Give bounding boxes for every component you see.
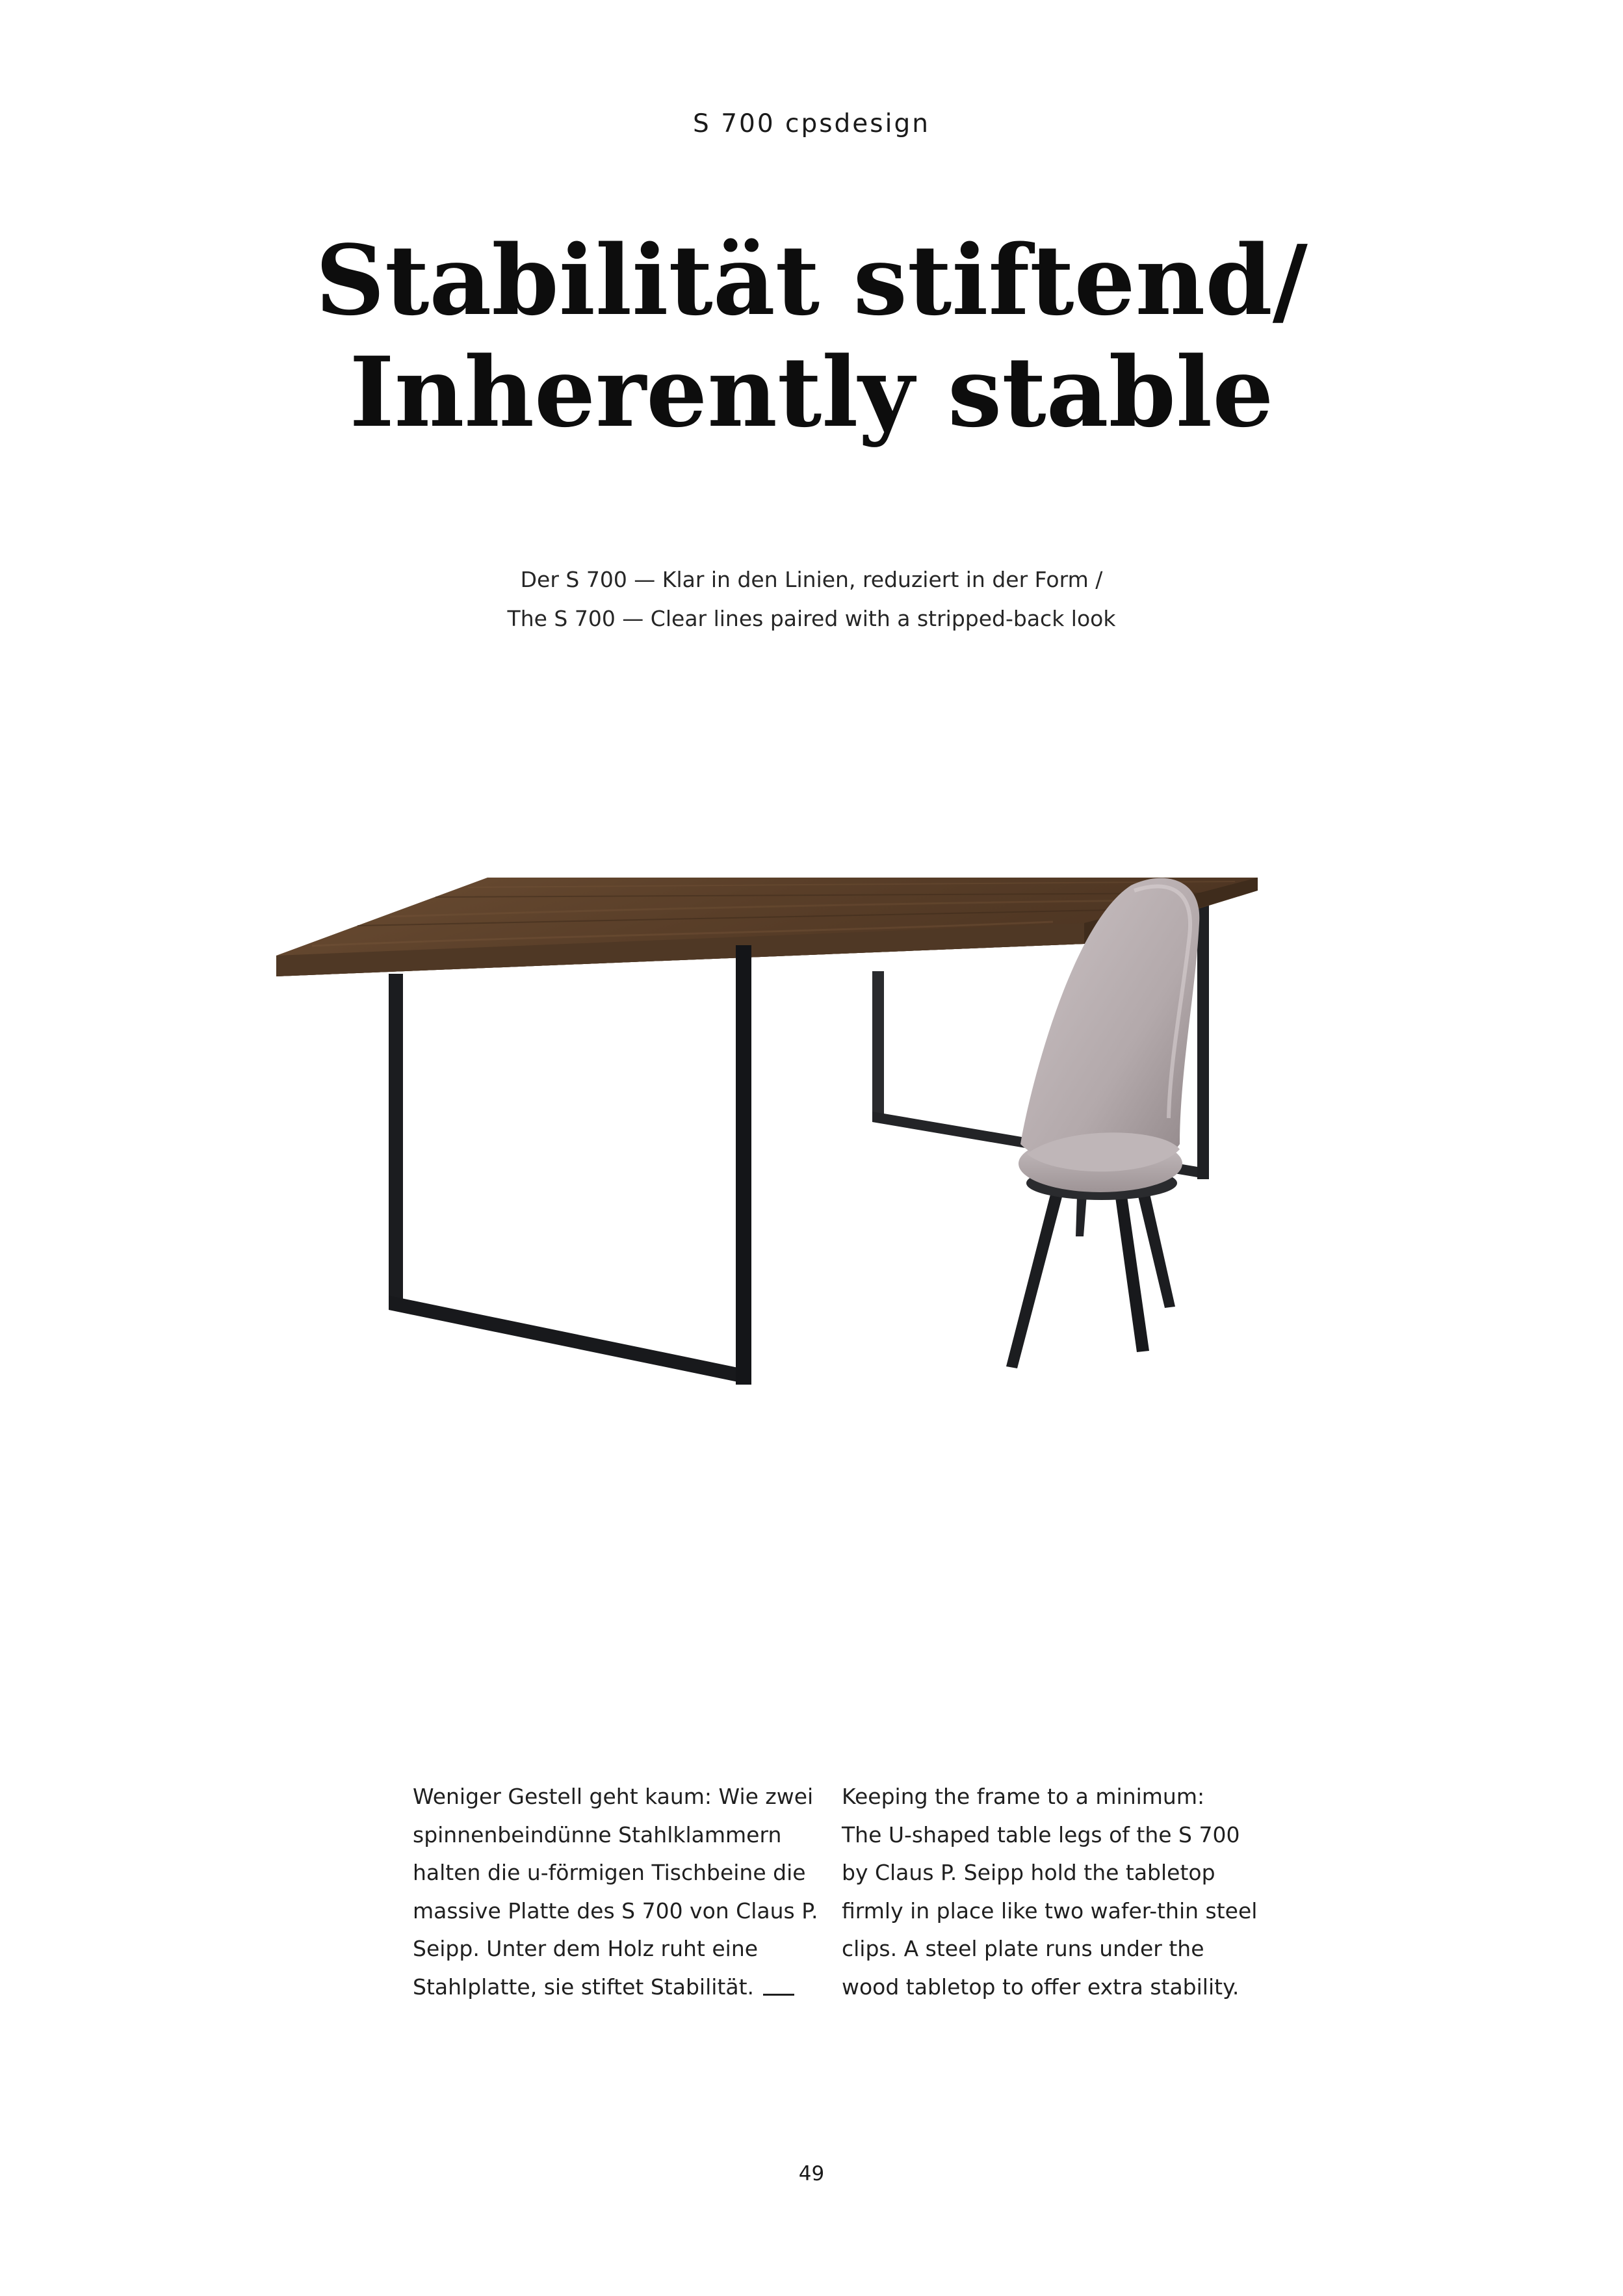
english-line-3: by Claus P. Seipp hold the tabletop <box>842 1860 1215 1885</box>
german-line-6-wrap <box>413 1968 829 2007</box>
subtitle-line-english: The S 700 — Clear lines paired with a stripped-back look <box>507 606 1116 631</box>
german-line-5: Seipp. Unter dem Holz ruht eine <box>413 1936 759 1961</box>
page-title <box>0 224 1623 448</box>
german-line-2: spinnenbeindünne Stahlklammern <box>413 1821 782 1847</box>
body-text-english <box>842 1778 1258 2006</box>
body-text-german <box>413 1778 829 2006</box>
english-line-1: Keeping the frame to a minimum: <box>842 1784 1205 1809</box>
german-line-4: massive Platte des S 700 von Claus P. <box>413 1898 818 1924</box>
series-kicker: S 700 cpsdesign <box>693 109 930 138</box>
english-line-4: firmly in place like two wafer-thin steel <box>842 1898 1258 1924</box>
english-line-6: wood tabletop to offer extra stability. <box>842 1974 1240 2000</box>
title-line-english: Inherently stable <box>349 335 1274 449</box>
product-photo <box>273 839 1391 1456</box>
german-line-3: halten die u-förmigen Tischbeine die <box>413 1860 806 1885</box>
chair <box>1006 878 1199 1368</box>
english-line-5: clips. A steel plate runs under the <box>842 1936 1204 1961</box>
german-line-1: Weniger Gestell geht kaum: Wie zwei <box>413 1784 814 1809</box>
german-line-6: Stahlplatte, sie stiftet Stabilität. <box>413 1974 755 2000</box>
table-leg-front <box>389 945 751 1385</box>
english-line-2: The U-shaped table legs of the S 700 <box>842 1821 1240 1847</box>
page-number: 49 <box>798 2162 825 2185</box>
title-line-german: Stabilität stiftend/ <box>315 224 1308 337</box>
subtitle <box>0 560 1623 638</box>
subtitle-line-german: Der S 700 — Klar in den Linien, reduziert in der Form / <box>520 567 1103 592</box>
end-of-text-mark <box>763 1994 794 1996</box>
